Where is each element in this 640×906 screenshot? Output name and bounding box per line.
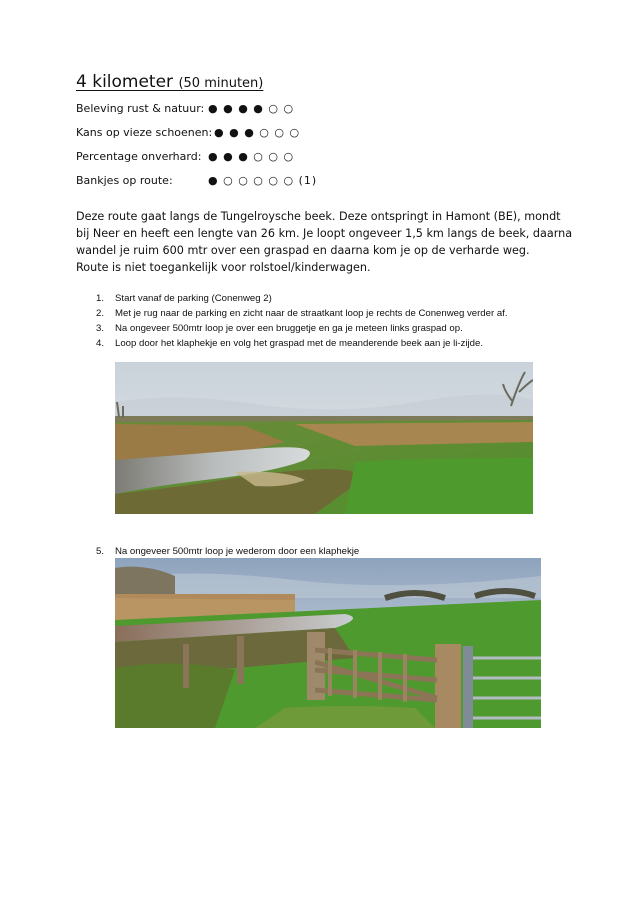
step-number: 5.: [96, 546, 105, 557]
intro-paragraph: [76, 208, 576, 276]
step-text: Start vanaf de parking (Conenweg 2): [115, 293, 272, 304]
intro-line: Deze route gaat langs de Tungelroysche beek. Deze ontspringt in Hamont (BE), mondt: [76, 210, 561, 223]
intro-line: wandel je ruim 600 mtr over een graspad en daarna kom je op de verharde weg.: [76, 244, 530, 257]
list-item: [96, 544, 359, 559]
kissing-gate-photo: [115, 558, 541, 728]
step-text: Loop door het klaphekje en volg het graspad met de meanderende beek aan je li-zijde.: [115, 338, 484, 349]
creek-photo: [115, 362, 533, 514]
page-title: [76, 72, 263, 92]
rating-label: Beleving rust & natuur:: [76, 102, 205, 115]
landscape-photo-icon: [115, 558, 541, 728]
rating-dots: ● ● ● ● ○ ○: [208, 102, 295, 115]
title-main: 4 kilometer: [76, 72, 174, 92]
step-number: 3.: [96, 323, 105, 334]
list-item: [96, 291, 576, 306]
intro-line: bij Neer en heeft een lengte van 26 km. Je loopt ongeveer 1,5 km langs de beek, daarna: [76, 227, 573, 240]
step-text: Na ongeveer 500mtr loop je over een bruggetje en ga je meteen links graspad op.: [115, 323, 463, 334]
step-number: 4.: [96, 338, 105, 349]
step-number: 1.: [96, 293, 105, 304]
list-item: [96, 336, 576, 351]
list-item: [96, 321, 576, 336]
step-text: Met je rug naar de parking en zicht naar de straatkant loop je rechts de Conenweg verder af.: [115, 308, 508, 319]
title-duration: (50 minuten): [178, 76, 264, 91]
rating-row: [76, 174, 318, 187]
rating-label: Percentage onverhard:: [76, 150, 202, 163]
rating-row: [76, 102, 295, 115]
rating-row: [76, 126, 301, 139]
list-item: [96, 306, 576, 321]
rating-label: Bankjes op route:: [76, 174, 173, 187]
rating-dots: ● ● ● ○ ○ ○: [214, 126, 301, 139]
rating-dots: ● ○ ○ ○ ○ ○ (1): [208, 174, 318, 187]
intro-line: Route is niet toegankelijk voor rolstoel/kinderwagen.: [76, 261, 371, 274]
step-text: Na ongeveer 500mtr loop je wederom door een klaphekje: [115, 546, 360, 557]
step-number: 2.: [96, 308, 105, 319]
rating-row: [76, 150, 295, 163]
route-steps-list: [96, 291, 576, 351]
landscape-photo-icon: [115, 362, 533, 514]
rating-label: Kans op vieze schoenen:: [76, 126, 213, 139]
rating-dots: ● ● ● ○ ○ ○: [208, 150, 295, 163]
